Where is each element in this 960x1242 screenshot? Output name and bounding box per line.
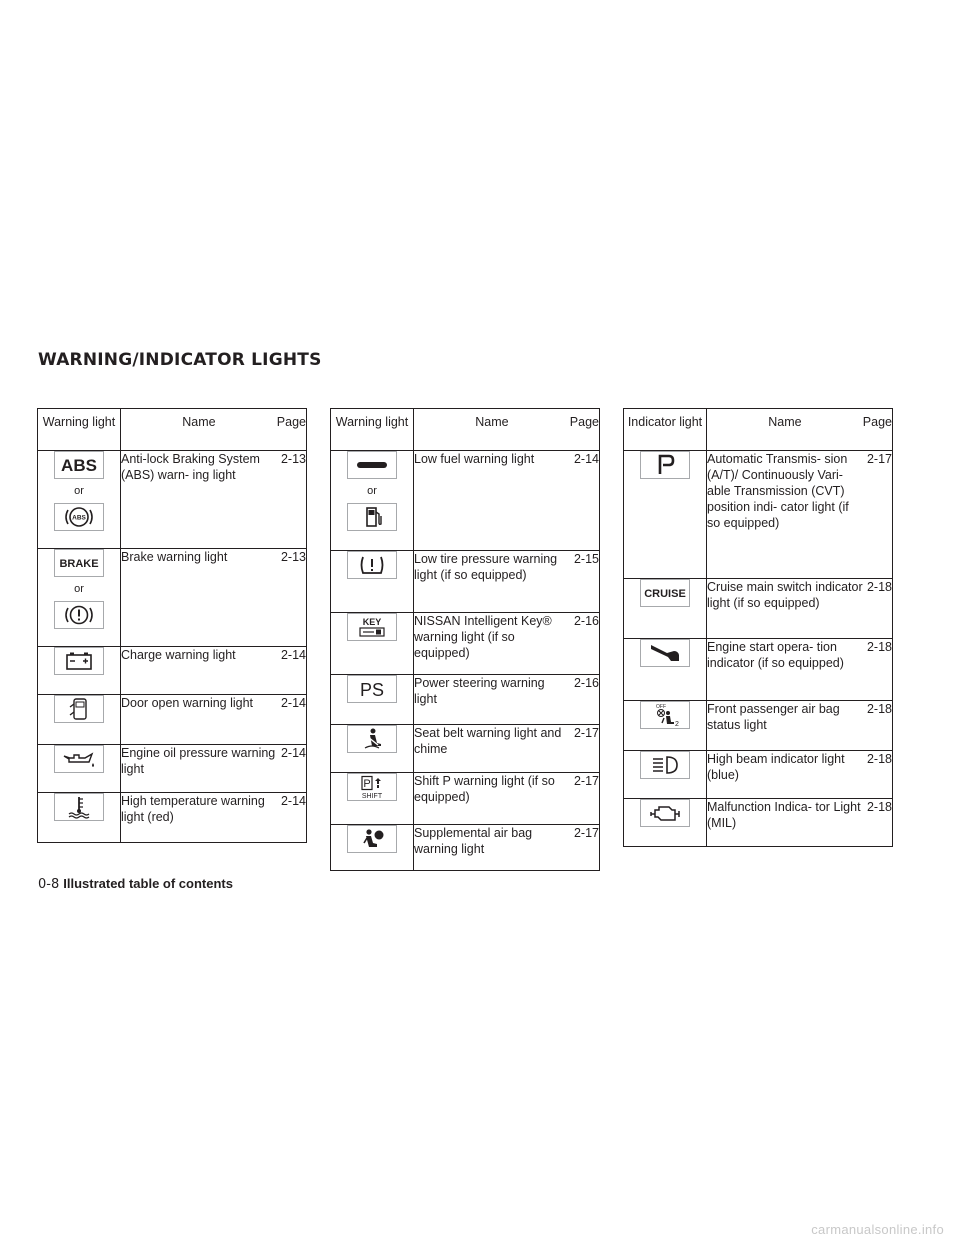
svg-text:ABS: ABS (61, 456, 97, 475)
table-row (624, 579, 893, 639)
door-open-icon (54, 695, 104, 723)
row-name: Shift P warning light (if so equipped) (414, 773, 570, 825)
row-name: Cruise main switch indicator light (if so equipped) (707, 579, 863, 639)
row-page: 2-17 (570, 773, 600, 825)
or-label: or (367, 485, 377, 497)
header-page: Page (277, 409, 307, 451)
table-row (38, 549, 307, 647)
table-row (331, 825, 600, 871)
airbag-icon (347, 825, 397, 853)
row-name: Seat belt warning light and chime (414, 725, 570, 773)
table-row (331, 675, 600, 725)
row-name: Supplemental air bag warning light (414, 825, 570, 871)
table-row (38, 745, 307, 793)
row-name: Automatic Transmis- sion (A/T)/ Continuously Vari- able Transmission (CVT) position indi- cator light (if so equipped) (707, 451, 863, 579)
intelligent-key-icon (347, 613, 397, 641)
row-page: 2-14 (277, 647, 307, 695)
row-name: High temperature warning light (red) (121, 793, 277, 843)
position-p-icon (640, 451, 690, 479)
row-name: Anti-lock Braking System (ABS) warn- ing light (121, 451, 277, 549)
row-page: 2-18 (863, 579, 893, 639)
power-steering-icon (347, 675, 397, 703)
brake-circle-icon (54, 601, 104, 629)
or-label: or (74, 485, 84, 497)
row-page: 2-16 (570, 675, 600, 725)
table-row (331, 773, 600, 825)
abs-text-icon (54, 451, 104, 479)
table-row (38, 647, 307, 695)
book-title: Illustrated table of contents (63, 876, 233, 891)
tire-pressure-icon (347, 551, 397, 579)
table-row (624, 751, 893, 799)
row-page: 2-18 (863, 639, 893, 701)
passenger-airbag-off-icon (640, 701, 690, 729)
section-title: WARNING/INDICATOR LIGHTS (38, 350, 322, 370)
svg-text:2: 2 (675, 721, 679, 728)
table-row (331, 725, 600, 773)
row-name: Low fuel warning light (414, 451, 570, 551)
row-page: 2-14 (277, 695, 307, 745)
indicator-lights-table (623, 408, 893, 847)
row-name: Engine start opera- tion indicator (if so equipped) (707, 639, 863, 701)
coolant-temp-icon (54, 793, 104, 821)
header-icon: Warning light (38, 409, 121, 451)
page-number: 0-8 (38, 877, 60, 892)
row-page: 2-13 (277, 549, 307, 647)
high-beam-icon (640, 751, 690, 779)
table-row (624, 799, 893, 847)
row-name: Front passenger air bag status light (707, 701, 863, 751)
row-name: Engine oil pressure warning light (121, 745, 277, 793)
row-page: 2-13 (277, 451, 307, 549)
row-page: 2-17 (570, 825, 600, 871)
row-name: Door open warning light (121, 695, 277, 745)
cruise-icon (640, 579, 690, 607)
row-page: 2-17 (863, 451, 893, 579)
brake-text-icon (54, 549, 104, 577)
table-row (624, 451, 893, 579)
row-page: 2-18 (863, 751, 893, 799)
svg-text:OFF: OFF (656, 704, 666, 710)
abs-circle-icon (54, 503, 104, 531)
check-engine-icon (640, 799, 690, 827)
svg-text:KEY: KEY (362, 617, 382, 627)
page-footer (38, 876, 233, 892)
header-name: Name (121, 409, 277, 451)
row-name: Malfunction Indica- tor Light (MIL) (707, 799, 863, 847)
header-icon: Indicator light (624, 409, 707, 451)
row-page: 2-17 (570, 725, 600, 773)
row-page: 2-14 (570, 451, 600, 551)
row-page: 2-18 (863, 799, 893, 847)
table-row (38, 695, 307, 745)
row-page: 2-16 (570, 613, 600, 675)
engine-start-icon (640, 639, 690, 667)
table-row (624, 701, 893, 751)
table-row (331, 613, 600, 675)
table-row (331, 451, 600, 551)
row-name: NISSAN Intelligent Key® warning light (if so equipped) (414, 613, 570, 675)
row-name: Low tire pressure warning light (if so equipped) (414, 551, 570, 613)
header-icon: Warning light (331, 409, 414, 451)
table-row (624, 639, 893, 701)
row-page: 2-14 (277, 745, 307, 793)
row-name: High beam indicator light (blue) (707, 751, 863, 799)
warning-lights-table-1 (37, 408, 307, 843)
warning-lights-table-2 (330, 408, 600, 871)
table-row (38, 793, 307, 843)
svg-text:BRAKE: BRAKE (59, 558, 99, 570)
row-page: 2-18 (863, 701, 893, 751)
header-page: Page (570, 409, 600, 451)
seat-belt-icon (347, 725, 397, 753)
fuel-bar-icon (347, 451, 397, 479)
or-label: or (74, 583, 84, 595)
row-name: Brake warning light (121, 549, 277, 647)
row-page: 2-15 (570, 551, 600, 613)
shift-p-icon (347, 773, 397, 801)
watermark: carmanualsonline.info (811, 1222, 944, 1237)
svg-text:CRUISE: CRUISE (644, 588, 686, 600)
svg-text:PS: PS (359, 680, 385, 700)
battery-icon (54, 647, 104, 675)
oil-can-icon (54, 745, 104, 773)
table-row (331, 551, 600, 613)
svg-text:P: P (363, 778, 371, 790)
svg-text:ABS: ABS (72, 514, 86, 522)
header-name: Name (707, 409, 863, 451)
fuel-pump-icon (347, 503, 397, 531)
table-row (38, 451, 307, 549)
row-name: Power steering warning light (414, 675, 570, 725)
row-page: 2-14 (277, 793, 307, 843)
header-page: Page (863, 409, 893, 451)
header-name: Name (414, 409, 570, 451)
svg-text:SHIFT: SHIFT (361, 793, 383, 800)
row-name: Charge warning light (121, 647, 277, 695)
